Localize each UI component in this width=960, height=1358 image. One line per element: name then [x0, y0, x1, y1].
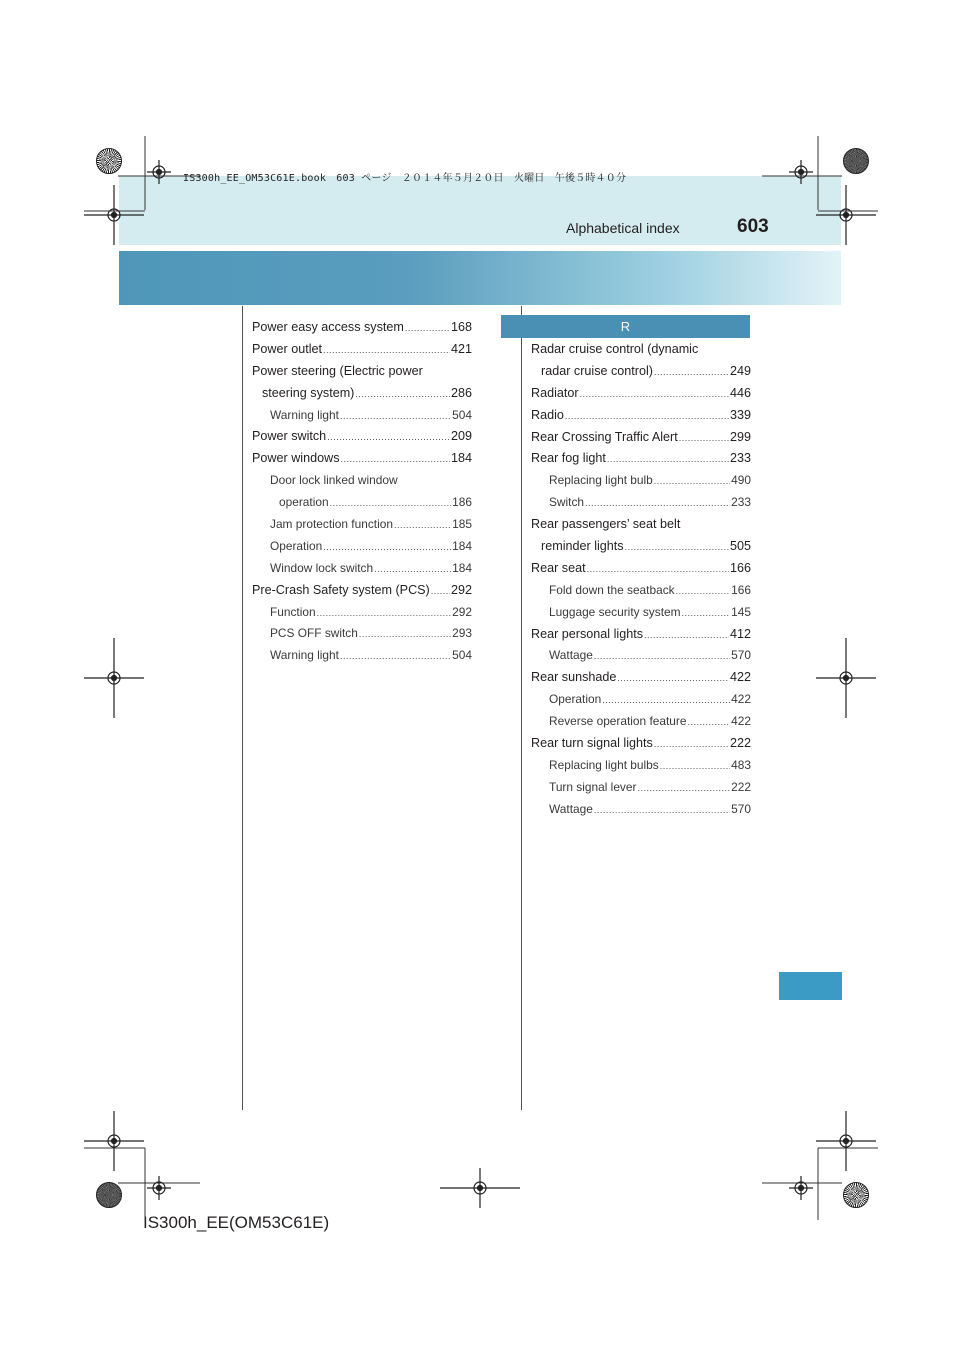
entry-label: Radar cruise control (dynamic — [531, 342, 699, 356]
entry-label: Pre-Crash Safety system (PCS) — [252, 582, 430, 597]
entry-label: Rear fog light — [531, 451, 606, 466]
entry-page-number: 222 — [731, 779, 751, 794]
entry-page-number: 504 — [452, 648, 472, 663]
entry-label: PCS OFF switch — [270, 626, 358, 641]
entry-page-number: 505 — [729, 539, 751, 554]
entry-label: Fold down the seatback — [549, 582, 675, 597]
registration-rosette-icon — [96, 148, 122, 174]
registration-rosette-icon — [96, 1182, 122, 1208]
entry-label: Switch — [549, 495, 585, 510]
section-title: Alphabetical index — [566, 220, 680, 236]
entry-page-number: 412 — [729, 626, 751, 641]
entry-label: Turn signal lever — [549, 779, 637, 794]
entry-label: Power easy access system — [252, 320, 404, 334]
entry-page-number: 186 — [452, 495, 472, 510]
section-letter-header: R — [501, 315, 750, 338]
crosshair-targets — [84, 160, 876, 1208]
entry-page-number: 233 — [729, 451, 751, 466]
entry-label: Reverse operation feature — [549, 714, 687, 729]
entry-label: reminder lights — [541, 539, 624, 554]
entry-label: Operation — [270, 538, 323, 553]
entry-label: Luggage security system — [549, 604, 681, 619]
entry-label: Power windows — [252, 451, 340, 466]
entry-page-number: 184 — [452, 560, 472, 575]
entry-label: Power outlet — [252, 341, 323, 356]
entry-page-number: 293 — [452, 626, 472, 641]
entry-label: Replacing light bulb — [549, 473, 653, 488]
entry-page-number: 222 — [729, 736, 751, 751]
entry-page-number: 339 — [729, 407, 751, 422]
entry-label: Wattage — [549, 648, 593, 663]
entry-label: Warning light — [270, 407, 339, 422]
entry-label: Window lock switch — [270, 560, 374, 575]
entry-page-number: 570 — [731, 801, 751, 816]
entry-label: Rear Crossing Traffic Alert — [531, 429, 678, 444]
page-number: 603 — [737, 216, 769, 237]
entry-label: steering system) — [262, 385, 355, 400]
entry-page-number: 504 — [452, 407, 472, 422]
entry-page-number: 422 — [731, 714, 751, 729]
entry-page-number: 570 — [731, 648, 751, 663]
entry-page-number: 184 — [452, 538, 472, 553]
entry-page-number: 168 — [450, 320, 472, 334]
entry-page-number: 490 — [731, 473, 751, 488]
entry-label: Warning light — [270, 648, 339, 663]
entry-label: Rear personal lights — [531, 626, 644, 641]
entry-label: Function — [270, 604, 316, 619]
registration-rosette-icon — [843, 1182, 869, 1208]
entry-label: Replacing light bulbs — [549, 757, 659, 772]
entry-page-number: 249 — [729, 363, 751, 378]
entry-page-number: 166 — [731, 582, 751, 597]
entry-page-number: 209 — [450, 429, 472, 444]
registration-rosette-icon — [843, 148, 869, 174]
print-file-stamp: IS300h_EE_OM53C61E.book 603 ページ ２０１４年５月２０日 火曜日 午後５時４０分 — [183, 173, 627, 184]
entry-page-number: 145 — [731, 604, 751, 619]
entry-label: operation — [279, 495, 329, 510]
entry-page-number: 422 — [729, 670, 751, 685]
entry-label: Rear sunshade — [531, 670, 617, 685]
entry-page-number: 185 — [452, 517, 472, 532]
entry-page-number: 184 — [450, 451, 472, 466]
entry-page-number: 422 — [731, 692, 751, 707]
entry-page-number: 421 — [450, 341, 472, 356]
entry-label: Power switch — [252, 429, 327, 444]
entry-label: Rear seat — [531, 560, 586, 575]
entry-label: Radiator — [531, 385, 579, 400]
entry-label: Operation — [549, 692, 602, 707]
entry-page-number: 233 — [731, 495, 751, 510]
entry-page-number: 166 — [729, 560, 751, 575]
entry-page-number: 286 — [450, 385, 472, 400]
entry-label: radar cruise control) — [541, 363, 653, 378]
entry-page-number: 292 — [452, 604, 472, 619]
entry-page-number: 299 — [729, 429, 751, 444]
entry-page-number: 483 — [731, 757, 751, 772]
entry-label: Radio — [531, 407, 564, 422]
entry-label: Rear turn signal lights — [531, 736, 653, 751]
entry-label: Power steering (Electric power — [252, 363, 423, 378]
entry-page-number: 292 — [450, 582, 472, 597]
entry-label: Rear passengers’ seat belt — [531, 517, 681, 532]
entry-label: Jam protection function — [270, 517, 393, 532]
entry-label: Door lock linked window — [270, 473, 398, 488]
entry-page-number: 446 — [729, 385, 751, 400]
entry-label: Wattage — [549, 801, 593, 816]
model-code-footer: IS300h_EE(OM53C61E) — [143, 1213, 330, 1232]
